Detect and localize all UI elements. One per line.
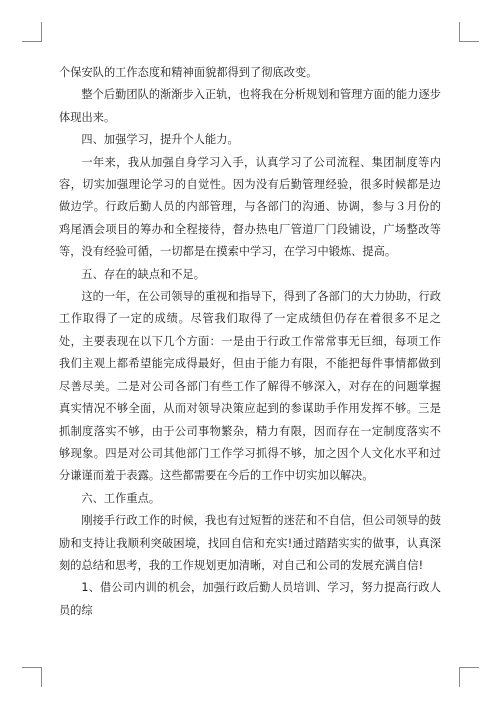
paragraph: 刚接手行政工作的时候，我也有过短暂的迷茫和不自信，但公司领导的鼓励和支持让我顺利突破困境，找回自信和充实!通过踏踏实实的做事，认真深刻的总结和思考，我的工作规划更加清晰，对自己和公司的发展充满自信!	[59, 514, 441, 572]
section-heading: 五、存在的缺点和不足。	[81, 267, 206, 281]
crop-mark-top-right-v	[459, 22, 460, 42]
paragraph: 个保安队的工作态度和精神面貌都得到了彻底改变。	[59, 66, 318, 79]
crop-mark-bottom-left-h	[22, 667, 42, 668]
crop-mark-top-left-h	[22, 41, 42, 42]
crop-mark-bottom-right-h	[459, 667, 479, 668]
crop-mark-top-right-h	[459, 41, 479, 42]
crop-mark-top-left-v	[41, 22, 42, 42]
section-heading: 四、加强学习，提升个人能力。	[81, 133, 239, 147]
paragraph: 一年来，我从加强自身学习入手，认真学习了公司流程、集团制度等内容，切实加强理论学习的自觉性。因为没有后勤管理经验，很多时候都是边做边学。行政后勤人员的内部管理，与各部门的沟通、协调，参与３月份的鸡尾酒会项目的筹办和全程接待，督办热电厂管道厂门段铺设，广场整改等等，没有经验可循，一切都是在摸索中学习，在学习中锻炼、提高。	[59, 155, 441, 259]
document-body	[59, 62, 441, 622]
crop-mark-bottom-right-v	[459, 667, 460, 687]
list-item: 1、借公司内训的机会，加强行政后勤人员培训、学习，努力提高行政人员的综	[59, 581, 441, 617]
section-heading: 六、工作重点。	[81, 491, 161, 505]
paragraph: 这的一年，在公司领导的重视和指导下，得到了各部门的大力协助，行政工作取得了一定的成绩。尽管我们取得了一定成绩但仍存在着很多不足之处，主要表现在以下几个方面：一是由于行政工作常常事无巨细，每项工作我们主观上都希望能完成得最好，但由于能力有限，不能把每件事情都做到尽善尽美。二是对公司各部门有些工作了解得不够深入，对存在的问题掌握真实情况不够全面，从而对领导决策应起到的参谋助手作用发挥不够。三是抓制度落实不够，由于公司事物繁杂，精力有限，因而存在一定制度落实不够现象。四是对公司其他部门工作学习抓得不够，加之因个人文化水平和过分谦谨而羞于表露。这些都需要在今后的工作中切实加以解决。	[59, 290, 441, 483]
crop-mark-bottom-left-v	[41, 667, 42, 687]
paragraph: 整个后勤团队的渐渐步入正轨，也将我在分析规划和管理方面的能力逐步体现出来。	[59, 88, 441, 124]
